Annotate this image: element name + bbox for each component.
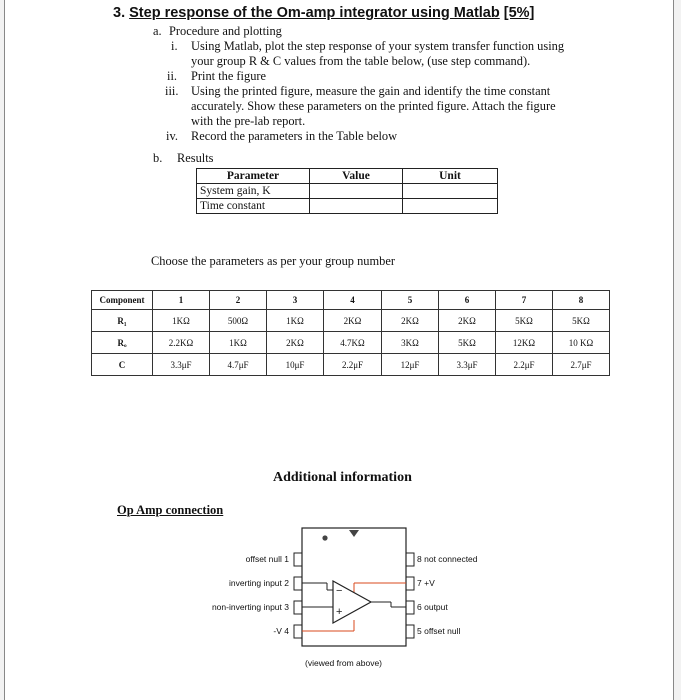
table-cell: 2.2μF [324, 354, 382, 376]
results-header-unit: Unit [403, 169, 498, 184]
step-ii-label: ii. [167, 69, 177, 83]
row-label-r1: R₁ [92, 310, 153, 332]
table-cell: 2KΩ [324, 310, 382, 332]
table-cell: 3.3μF [439, 354, 496, 376]
pin-label-non-inverting: non-inverting input 3 [211, 602, 289, 612]
pin-3 [294, 601, 302, 614]
results-cell [310, 184, 403, 199]
table-cell: 5KΩ [553, 310, 610, 332]
group-header-8: 8 [553, 291, 610, 310]
table-cell: 12μF [382, 354, 439, 376]
table-cell: 5KΩ [496, 310, 553, 332]
group-header-4: 4 [324, 291, 382, 310]
table-cell: 4.7KΩ [324, 332, 382, 354]
table-cell: 10 KΩ [553, 332, 610, 354]
results-cell: Time constant [197, 199, 310, 214]
group-header-5: 5 [382, 291, 439, 310]
step-iv-text: Record the parameters in the Table below [191, 129, 398, 143]
results-cell [310, 199, 403, 214]
section-title: Step response of the Om-amp integrator using Matlab [129, 5, 500, 21]
pin-label-neg-v: -V 4 [273, 626, 289, 636]
section-heading [113, 5, 534, 21]
table-cell: 2.2KΩ [153, 332, 210, 354]
table-cell: 2.7μF [553, 354, 610, 376]
document-page [4, 0, 674, 700]
table-cell: 2KΩ [382, 310, 439, 332]
group-header-3: 3 [267, 291, 324, 310]
step-iii-text [191, 84, 556, 129]
table-cell: 2KΩ [439, 310, 496, 332]
results-cell: System gain, K [197, 184, 310, 199]
pin-label-offset-null-left: offset null 1 [245, 554, 289, 564]
part-b-text: Results [177, 151, 214, 165]
pin-5 [406, 625, 414, 638]
section-weight: [5%] [503, 5, 535, 21]
table-cell: 500Ω [210, 310, 267, 332]
step-iii-line-2: accurately. Show these parameters on the printed figure. Attach the figure [191, 99, 556, 113]
step-i-label: i. [171, 39, 178, 53]
group-header-2: 2 [210, 291, 267, 310]
step-iii-line-1: Using the printed figure, measure the gain and identify the time constant [191, 84, 551, 98]
component-header: Component [92, 291, 153, 310]
results-header-value: Value [310, 169, 403, 184]
part-b-label: b. [153, 151, 163, 165]
step-iv-label: iv. [166, 129, 178, 143]
part-b [153, 151, 214, 166]
table-cell: 12KΩ [496, 332, 553, 354]
choose-parameters-text: Choose the parameters as per your group number [151, 254, 395, 268]
opamp-chip-svg [293, 520, 415, 654]
table-cell: 4.7μF [210, 354, 267, 376]
opamp-caption: (viewed from above) [305, 658, 383, 668]
table-cell: 10μF [267, 354, 324, 376]
table-cell: 3.3μF [153, 354, 210, 376]
group-header-1: 1 [153, 291, 210, 310]
pin-label-pos-v: 7 +V [417, 578, 435, 588]
results-header-parameter: Parameter [197, 169, 310, 184]
table-cell: 5KΩ [439, 332, 496, 354]
part-a [153, 24, 282, 39]
pin-4 [294, 625, 302, 638]
step-ii-text: Print the figure [191, 69, 267, 83]
step-iii-label: iii. [165, 84, 179, 98]
table-cell: 1KΩ [153, 310, 210, 332]
opamp-connection-heading: Op Amp connection [117, 503, 224, 517]
table-cell: 3KΩ [382, 332, 439, 354]
part-a-text: Procedure and plotting [169, 24, 282, 38]
results-table [196, 168, 498, 214]
row-label-rf: Rₒ [92, 332, 153, 354]
pin-2 [294, 577, 302, 590]
pin-6 [406, 601, 414, 614]
pin-label-not-connected: 8 not connected [417, 554, 478, 564]
group-header-6: 6 [439, 291, 496, 310]
row-label-c: C [92, 354, 153, 376]
pin-7 [406, 577, 414, 590]
table-cell: 1KΩ [210, 332, 267, 354]
pin-1-dot-icon [322, 535, 327, 540]
results-cell [403, 184, 498, 199]
component-table [91, 290, 610, 376]
pin-label-offset-null-right: 5 offset null [417, 626, 461, 636]
step-i-text [191, 39, 564, 69]
step-i-line-2: your group R & C values from the table below, (use step command). [191, 54, 531, 68]
additional-info-heading: Additional information [273, 470, 412, 485]
part-a-label: a. [153, 24, 162, 38]
pin-label-inverting: inverting input 2 [228, 578, 289, 588]
pin-label-output: 6 output [417, 602, 448, 612]
group-header-7: 7 [496, 291, 553, 310]
pin-8 [406, 553, 414, 566]
pin-1 [294, 553, 302, 566]
step-iii-line-3: with the pre-lab report. [191, 114, 306, 128]
table-cell: 2KΩ [267, 332, 324, 354]
minus-sign: − [336, 585, 343, 597]
section-number: 3. [113, 5, 126, 21]
results-cell [403, 199, 498, 214]
plus-sign: + [336, 606, 343, 618]
step-i-line-1: Using Matlab, plot the step response of your system transfer function using [191, 39, 565, 53]
table-cell: 1KΩ [267, 310, 324, 332]
table-cell: 2.2μF [496, 354, 553, 376]
